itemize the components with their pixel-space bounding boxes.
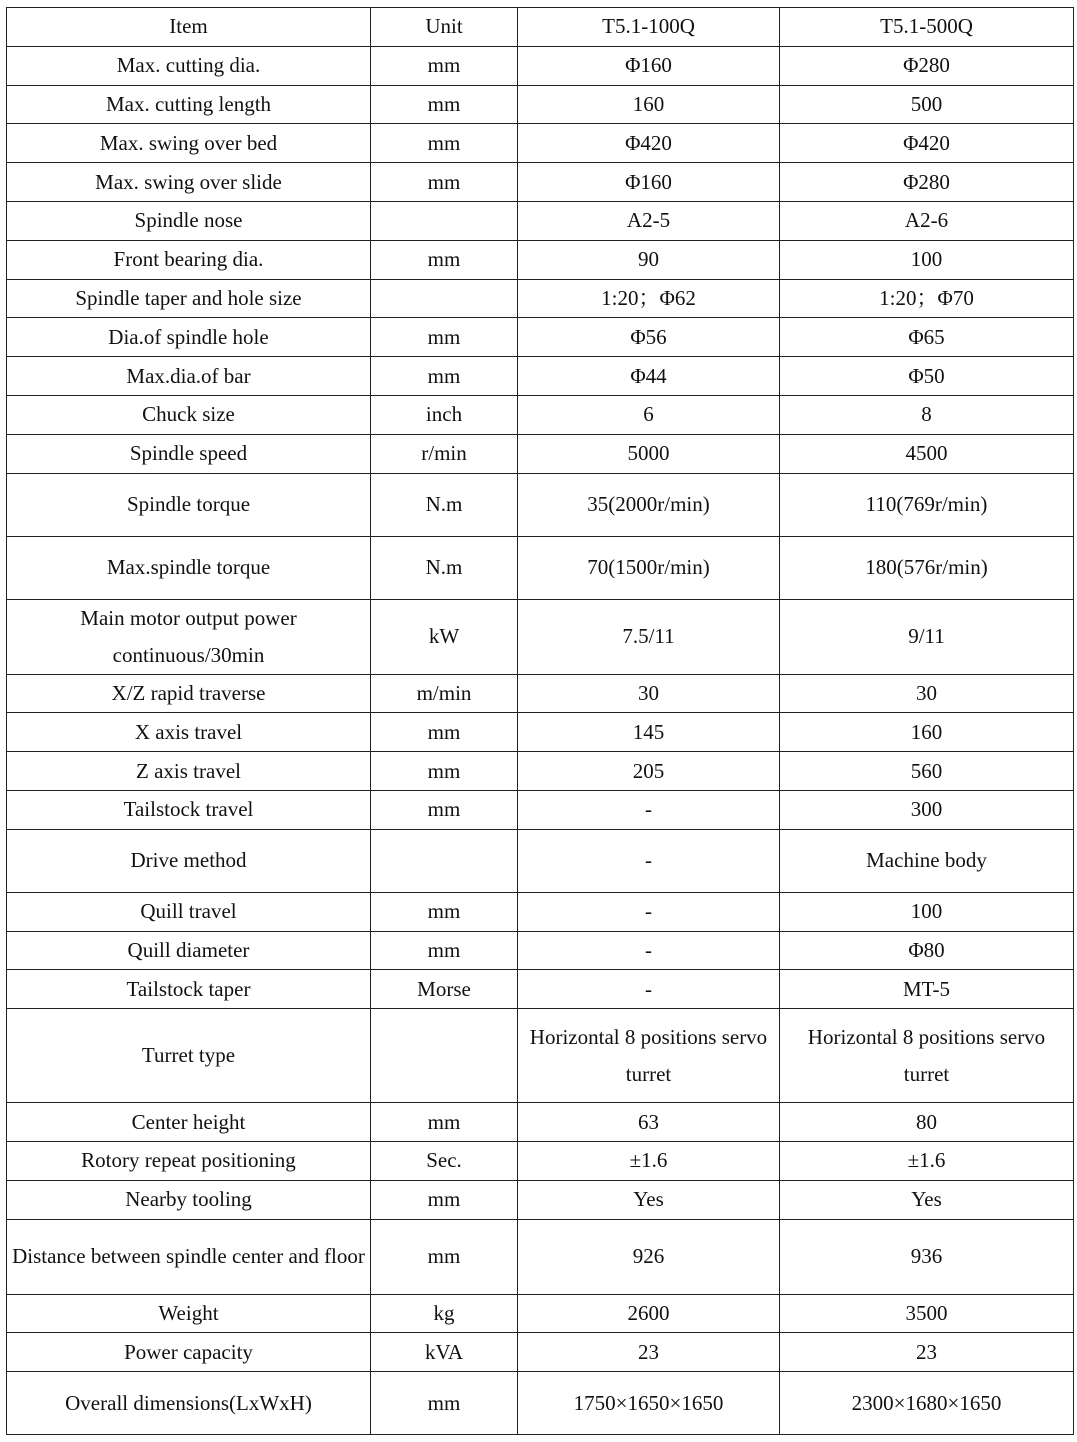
cell-item: Spindle torque	[7, 473, 371, 536]
cell-model-1: 926	[518, 1219, 780, 1294]
cell-unit: mm	[371, 318, 518, 357]
cell-unit: N.m	[371, 473, 518, 536]
cell-model-2: 500	[780, 85, 1074, 124]
cell-model-2: 80	[780, 1103, 1074, 1142]
cell-model-2: 23	[780, 1333, 1074, 1372]
cell-unit: m/min	[371, 674, 518, 713]
cell-unit: mm	[371, 85, 518, 124]
cell-model-2: Φ280	[780, 163, 1074, 202]
cell-model-1: Yes	[518, 1180, 780, 1219]
cell-model-2: Machine body	[780, 829, 1074, 892]
spec-table	[6, 7, 1074, 1435]
cell-item: Overall dimensions(LxWxH)	[7, 1372, 371, 1435]
cell-model-1: Φ56	[518, 318, 780, 357]
cell-unit: kg	[371, 1294, 518, 1333]
cell-unit: kVA	[371, 1333, 518, 1372]
cell-model-1: 90	[518, 240, 780, 279]
cell-unit: inch	[371, 395, 518, 434]
cell-model-1: Φ44	[518, 357, 780, 396]
cell-model-2: 1:20；Φ70	[780, 279, 1074, 318]
cell-item: Spindle nose	[7, 201, 371, 240]
cell-item: Distance between spindle center and floor	[7, 1219, 371, 1294]
cell-model-1: -	[518, 790, 780, 829]
table-row	[7, 1333, 1074, 1372]
table-row	[7, 790, 1074, 829]
header-model-1: T5.1-100Q	[518, 8, 780, 47]
cell-model-1: 6	[518, 395, 780, 434]
cell-model-1: 7.5/11	[518, 599, 780, 674]
table-row	[7, 473, 1074, 536]
cell-model-2: Φ420	[780, 124, 1074, 163]
cell-model-2: 110(769r/min)	[780, 473, 1074, 536]
cell-item: Drive method	[7, 829, 371, 892]
table-row	[7, 124, 1074, 163]
cell-model-1: Horizontal 8 positions servo turret	[518, 1009, 780, 1103]
cell-model-1: Φ160	[518, 163, 780, 202]
cell-model-2: Φ50	[780, 357, 1074, 396]
cell-model-1: -	[518, 931, 780, 970]
table-row	[7, 1180, 1074, 1219]
table-row	[7, 674, 1074, 713]
cell-item: Tailstock travel	[7, 790, 371, 829]
cell-item: Z axis travel	[7, 752, 371, 791]
table-row	[7, 357, 1074, 396]
cell-model-2: Φ80	[780, 931, 1074, 970]
cell-model-2: Yes	[780, 1180, 1074, 1219]
cell-item: Spindle speed	[7, 434, 371, 473]
table-row	[7, 434, 1074, 473]
cell-model-2: 180(576r/min)	[780, 536, 1074, 599]
cell-unit	[371, 279, 518, 318]
cell-item: Power capacity	[7, 1333, 371, 1372]
cell-unit	[371, 829, 518, 892]
cell-model-1: 205	[518, 752, 780, 791]
cell-unit: N.m	[371, 536, 518, 599]
cell-model-1: -	[518, 829, 780, 892]
cell-model-1: 35(2000r/min)	[518, 473, 780, 536]
table-row	[7, 536, 1074, 599]
table-row	[7, 163, 1074, 202]
cell-unit	[371, 1009, 518, 1103]
cell-model-1: 63	[518, 1103, 780, 1142]
cell-item: Max. cutting length	[7, 85, 371, 124]
cell-model-2: Φ280	[780, 46, 1074, 85]
cell-model-1: Φ420	[518, 124, 780, 163]
cell-model-2: 100	[780, 892, 1074, 931]
cell-unit: mm	[371, 931, 518, 970]
table-row	[7, 279, 1074, 318]
cell-item: Turret type	[7, 1009, 371, 1103]
cell-model-1: 145	[518, 713, 780, 752]
cell-model-2: 100	[780, 240, 1074, 279]
header-model-2: T5.1-500Q	[780, 8, 1074, 47]
table-row	[7, 713, 1074, 752]
cell-model-1: ±1.6	[518, 1141, 780, 1180]
table-row	[7, 1294, 1074, 1333]
cell-item: Center height	[7, 1103, 371, 1142]
cell-unit: mm	[371, 752, 518, 791]
header-item: Item	[7, 8, 371, 47]
cell-unit: Morse	[371, 970, 518, 1009]
cell-model-1: 30	[518, 674, 780, 713]
cell-model-2: 3500	[780, 1294, 1074, 1333]
table-row	[7, 931, 1074, 970]
cell-item: Dia.of spindle hole	[7, 318, 371, 357]
cell-model-1: 1750×1650×1650	[518, 1372, 780, 1435]
table-row	[7, 829, 1074, 892]
table-row	[7, 892, 1074, 931]
table-row	[7, 395, 1074, 434]
cell-model-1: 2600	[518, 1294, 780, 1333]
table-row	[7, 1009, 1074, 1103]
header-row	[7, 8, 1074, 47]
cell-unit: mm	[371, 163, 518, 202]
cell-item: Main motor output power continuous/30min	[7, 599, 371, 674]
table-row	[7, 1219, 1074, 1294]
cell-unit: mm	[371, 1219, 518, 1294]
cell-unit: mm	[371, 1103, 518, 1142]
cell-model-1: A2-5	[518, 201, 780, 240]
cell-item: X axis travel	[7, 713, 371, 752]
cell-item: Spindle taper and hole size	[7, 279, 371, 318]
cell-model-2: Horizontal 8 positions servo turret	[780, 1009, 1074, 1103]
cell-item: Tailstock taper	[7, 970, 371, 1009]
table-row	[7, 85, 1074, 124]
cell-unit: mm	[371, 1372, 518, 1435]
cell-model-2: 30	[780, 674, 1074, 713]
table-row	[7, 752, 1074, 791]
cell-model-1: -	[518, 892, 780, 931]
cell-model-2: A2-6	[780, 201, 1074, 240]
cell-model-2: 300	[780, 790, 1074, 829]
cell-model-2: 2300×1680×1650	[780, 1372, 1074, 1435]
cell-item: Chuck size	[7, 395, 371, 434]
cell-item: Front bearing dia.	[7, 240, 371, 279]
header-unit: Unit	[371, 8, 518, 47]
cell-model-2: 8	[780, 395, 1074, 434]
cell-unit: mm	[371, 790, 518, 829]
cell-model-1: 23	[518, 1333, 780, 1372]
cell-unit: kW	[371, 599, 518, 674]
cell-model-1: Φ160	[518, 46, 780, 85]
cell-unit: mm	[371, 713, 518, 752]
cell-unit: mm	[371, 124, 518, 163]
cell-model-1: 160	[518, 85, 780, 124]
cell-unit	[371, 201, 518, 240]
cell-item: Max. swing over bed	[7, 124, 371, 163]
table-row	[7, 318, 1074, 357]
cell-item: Max. swing over slide	[7, 163, 371, 202]
cell-item: Quill diameter	[7, 931, 371, 970]
cell-model-2: 560	[780, 752, 1074, 791]
cell-model-2: 160	[780, 713, 1074, 752]
cell-item: Max.spindle torque	[7, 536, 371, 599]
cell-model-2: 9/11	[780, 599, 1074, 674]
cell-model-2: 936	[780, 1219, 1074, 1294]
cell-model-2: Φ65	[780, 318, 1074, 357]
table-row	[7, 1372, 1074, 1435]
table-row	[7, 240, 1074, 279]
cell-unit: mm	[371, 1180, 518, 1219]
cell-model-2: ±1.6	[780, 1141, 1074, 1180]
table-row	[7, 46, 1074, 85]
cell-model-1: 1:20；Φ62	[518, 279, 780, 318]
cell-item: Nearby tooling	[7, 1180, 371, 1219]
cell-model-2: MT-5	[780, 970, 1074, 1009]
cell-model-1: 5000	[518, 434, 780, 473]
cell-item: Max.dia.of bar	[7, 357, 371, 396]
cell-model-1: 70(1500r/min)	[518, 536, 780, 599]
cell-unit: mm	[371, 357, 518, 396]
cell-item: Weight	[7, 1294, 371, 1333]
table-row	[7, 1141, 1074, 1180]
cell-item: Max. cutting dia.	[7, 46, 371, 85]
cell-item: Quill travel	[7, 892, 371, 931]
table-row	[7, 201, 1074, 240]
table-row	[7, 599, 1074, 674]
table-row	[7, 1103, 1074, 1142]
cell-item: X/Z rapid traverse	[7, 674, 371, 713]
cell-unit: mm	[371, 892, 518, 931]
table-row	[7, 970, 1074, 1009]
cell-model-1: -	[518, 970, 780, 1009]
cell-item: Rotory repeat positioning	[7, 1141, 371, 1180]
cell-unit: r/min	[371, 434, 518, 473]
cell-model-2: 4500	[780, 434, 1074, 473]
cell-unit: Sec.	[371, 1141, 518, 1180]
cell-unit: mm	[371, 240, 518, 279]
cell-unit: mm	[371, 46, 518, 85]
